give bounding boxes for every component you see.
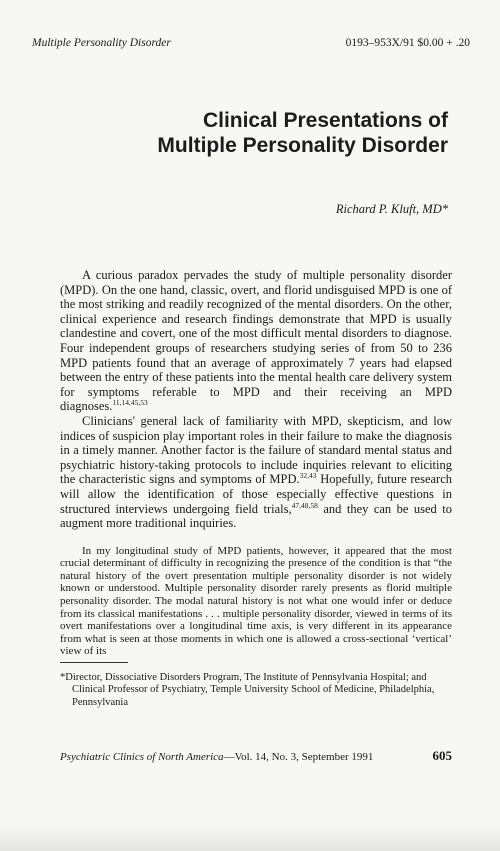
running-head-journal: Multiple Personality Disorder: [32, 37, 171, 49]
article-body: [60, 268, 452, 658]
paragraph-2: [60, 414, 452, 531]
running-head-code: 0193–953X/91 $0.00 + .20: [345, 37, 470, 49]
title-line-2: Multiple Personality Disorder: [157, 134, 448, 157]
author-footnote: *Director, Dissociative Disorders Program, The Institute of Pennsylvania Hospital; and Clinical Professor of Psychiatry, Temple University School of Medicine, Philadelphia, Pennsylvania: [60, 672, 435, 708]
citation-superscript: 32,43: [299, 471, 317, 481]
page-footer: [60, 748, 452, 764]
paragraph-2-end: and they can be used to augment more traditional inquiries.: [60, 501, 452, 531]
footnote-rule: [60, 662, 128, 663]
paragraph-2-text: Clinicians' general lack of familiarity with MPD, skepticism, and low indices of suspicion play important roles in their failure to make the diagnosis in a timely manner. Another factor is the failure of standard mental status and psychiatric history-taking protocols to include inquiries relevant to eliciting the characteristic signs and symptoms of MPD.: [60, 413, 452, 487]
scan-edge-shadow: [0, 823, 500, 851]
citation-superscript: 11,14,45,53: [112, 398, 148, 408]
paragraph-1-text: A curious paradox pervades the study of multiple personality disorder (MPD). On the one hand, classic, overt, and florid undisguised MPD is one of the most striking and readily recognized of the mental disorders. On the other, clinical experience and research findings demonstrate that MPD is usually clandestine and covert, one of the most difficult mental disorders to diagnose. Four independent groups of researchers studying series of from 50 to 236 MPD patients found that an average of approximately 7 years had elapsed between the entry of these patients into the mental health care delivery system for symptoms referable to MPD and their receiving an MPD diagnoses.: [60, 268, 452, 414]
citation-superscript: 47,48,58: [291, 500, 318, 510]
paragraph-2-continued: Hopefully, future research will allow the identification of those especially effective questions in structured interviews undergoing field trials,: [60, 472, 452, 516]
running-head: [32, 37, 470, 49]
paragraph-1: [60, 268, 452, 414]
paragraph-3-text: In my longitudinal study of MPD patients, however, it appeared that the most crucial determinant of difficulty in recognizing the presence of the condition is that “the natural history of the overt presentation multiple personality disorder is not widely known or understood. Multiple personality disorder rarely presents as florid multiple personality disorder. The modal natural history is not what one would infer or deduce from its classical manifestations . . . multiple personality disorder, viewed in terms of its overt manifestations over a longitudinal time axis, is very different in its appearance from what is seen at those moments in which one is allowed a cross-sectional ‘vertical’ view of its: [60, 544, 452, 658]
article-title: [48, 108, 448, 158]
title-line-1: Clinical Presentations of: [202, 109, 448, 132]
footer-journal-name: Psychiatric Clinics of North America: [60, 751, 224, 763]
footer-citation: [60, 751, 373, 763]
paragraph-3: [60, 545, 452, 658]
page-number: 605: [432, 748, 452, 763]
author-byline: Richard P. Kluft, MD*: [335, 202, 448, 216]
footer-issue: —Vol. 14, No. 3, September 1991: [223, 751, 374, 763]
